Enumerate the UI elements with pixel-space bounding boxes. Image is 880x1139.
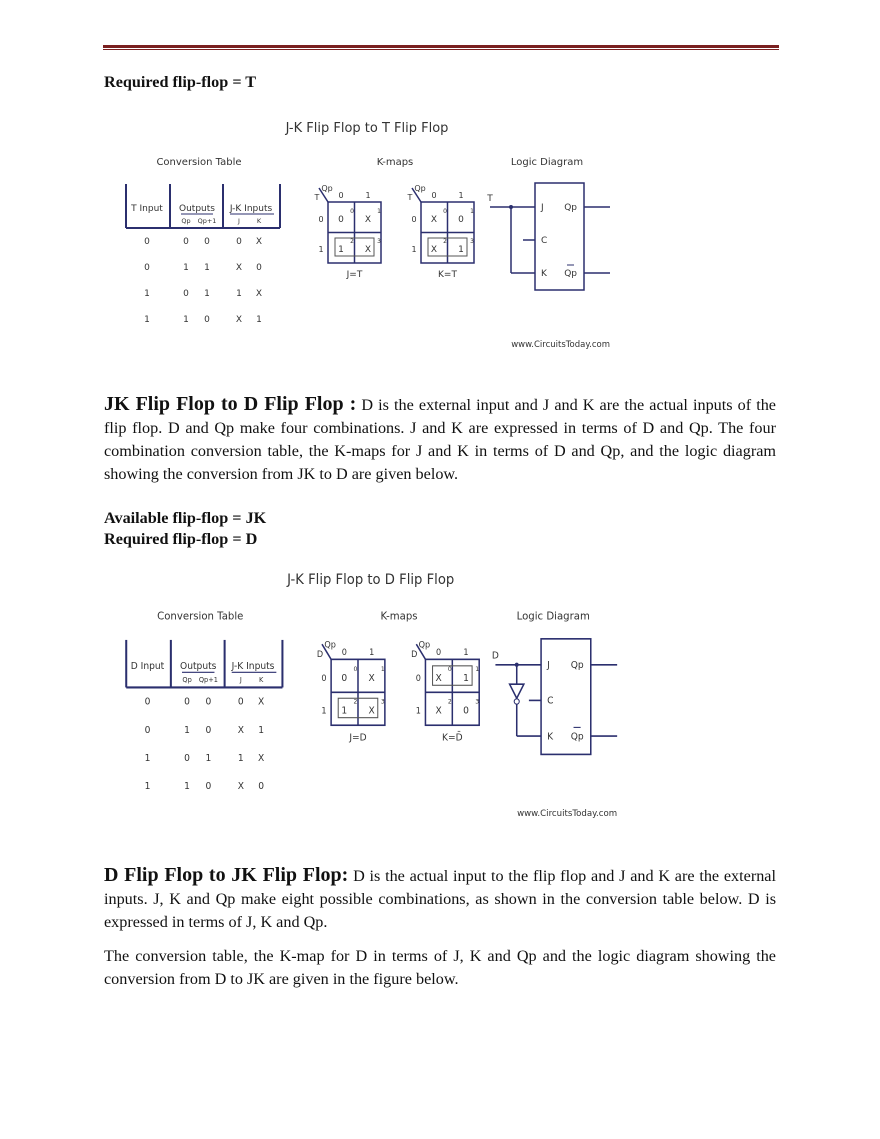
table-cell: 1 — [183, 263, 189, 273]
kmap-cell: X — [368, 672, 375, 685]
kmap-cell: X — [435, 705, 442, 717]
table-cell: 0 — [205, 696, 212, 708]
kmap-col-label: 1 — [458, 191, 464, 200]
kmap-cell-index: 3 — [475, 698, 480, 706]
kmap-cell: X — [368, 705, 375, 717]
kmap-caption: J=T — [346, 270, 363, 280]
table-cell: X — [235, 263, 243, 273]
table-cell: 0 — [237, 696, 244, 708]
table-title: Conversion Table — [156, 157, 242, 168]
kmaps-title: K-maps — [380, 610, 418, 623]
pin-k: K — [547, 731, 554, 743]
header-rule-thin — [103, 49, 779, 50]
kmap-col-label: 0 — [341, 646, 347, 658]
kmap-cell-index: 2 — [353, 698, 358, 706]
kmap-col-label: 1 — [365, 191, 371, 200]
figure-title: J-K Flip Flop to T Flip Flop — [285, 121, 449, 136]
kmap-cell: 1 — [338, 245, 344, 255]
available-flipflop-jk: Available flip-flop = JK — [104, 509, 267, 527]
kmap-cell-index: 2 — [443, 238, 447, 245]
kmap-var-qp: Qp — [324, 639, 336, 650]
table-header-input: D Input — [130, 660, 165, 673]
kmap-col-label: 0 — [431, 191, 437, 200]
table-header-qp: Qp — [181, 217, 191, 225]
table-cell: 0 — [183, 289, 189, 299]
kmap-cell-index: 1 — [377, 208, 381, 215]
kmap-cell: 0 — [338, 215, 344, 225]
kmap-caption: K=T — [438, 270, 457, 280]
credit-watermark: www.CircuitsToday.com — [511, 340, 610, 350]
table-cell: 1 — [144, 315, 150, 325]
kmap-col-label: 0 — [436, 646, 442, 658]
kmap-cell-index: 0 — [353, 666, 358, 674]
table-cell: 0 — [184, 696, 190, 708]
table-header-qp: Qp — [182, 675, 192, 685]
figure-jk-to-t — [110, 110, 810, 360]
section-body: D is the actual input to the flip flop and J and K are the external inputs. J, K and Qp make eight possible combinations, as shown in the conversion table below. D is expressed in terms of J, K and Qp. — [104, 867, 776, 931]
table-cell: X — [237, 724, 244, 736]
kmap-cell: 0 — [463, 705, 469, 717]
kmap-cell: 1 — [458, 245, 464, 255]
table-cell: 0 — [258, 780, 265, 793]
table-header-outputs: Outputs — [179, 204, 215, 214]
table-cell: 1 — [204, 263, 210, 273]
table-header-jk: J-K Inputs — [229, 204, 273, 214]
table-cell: 1 — [144, 289, 150, 299]
table-cell: 0 — [205, 780, 212, 793]
header-rule — [103, 45, 779, 48]
kmap-var-qp: Qp — [414, 184, 426, 193]
table-header-k: K — [256, 217, 262, 225]
kmap-var-input: D — [411, 648, 418, 660]
kmap-var-input: D — [316, 648, 324, 660]
table-header-qp1: Qp+1 — [197, 217, 217, 225]
kmap-var-input: T — [314, 193, 320, 202]
kmap-cell: 1 — [463, 672, 469, 685]
table-cell: 1 — [144, 752, 151, 764]
table-cell: 0 — [144, 696, 151, 708]
figure-title: J-K Flip Flop to D Flip Flop — [287, 571, 455, 588]
pin-j: J — [547, 659, 550, 672]
table-cell: 1 — [184, 780, 190, 793]
kmap-cell: X — [435, 672, 442, 685]
table-cell: 1 — [256, 315, 262, 325]
table-cell: X — [255, 289, 263, 299]
kmap-cell-index: 3 — [470, 238, 474, 245]
kmap-row-label: 0 — [415, 672, 421, 684]
kmap-col-label: 1 — [369, 646, 375, 658]
pin-j: J — [541, 203, 544, 213]
table-header-jk: J-K Inputs — [231, 660, 275, 673]
pin-qp-bar: Qp — [570, 731, 584, 743]
logic-title: Logic Diagram — [516, 610, 590, 623]
paragraph-d-to-jk — [104, 864, 776, 934]
table-cell: 0 — [204, 315, 210, 325]
logic-title: Logic Diagram — [510, 157, 584, 168]
kmap-cell: X — [364, 245, 372, 255]
kmap-var-qp: Qp — [321, 184, 333, 193]
table-cell: 0 — [144, 263, 150, 273]
table-cell: 0 — [144, 724, 151, 736]
kmap-cell-index: 1 — [475, 666, 480, 674]
junction-dot — [515, 663, 519, 667]
table-cell: X — [258, 696, 265, 708]
table-cell: 0 — [204, 237, 210, 247]
table-header-k: K — [258, 675, 264, 685]
kmap-caption: K=D̄ — [442, 732, 463, 744]
kmap-cell: X — [364, 215, 372, 225]
kmap-cell-index: 3 — [380, 698, 385, 706]
table-title: Conversion Table — [157, 610, 244, 623]
pin-qp: Qp — [570, 659, 584, 672]
table-cell: 0 — [144, 237, 150, 247]
table-cell: 0 — [184, 752, 190, 764]
pin-c: C — [541, 236, 548, 246]
kmap-col-label: 1 — [463, 646, 469, 658]
kmaps-title: K-maps — [376, 157, 414, 168]
kmap-col-label: 0 — [338, 191, 344, 200]
table-cell: 1 — [258, 724, 265, 736]
kmap-row-label: 1 — [318, 245, 324, 254]
table-header-outputs: Outputs — [180, 660, 217, 673]
kmap-row-label: 1 — [415, 705, 421, 716]
table-header-j: J — [238, 217, 240, 225]
table-cell: 1 — [184, 724, 190, 736]
kmap-row-label: 0 — [321, 672, 327, 684]
table-cell: X — [235, 315, 243, 325]
closing-paragraph: The conversion table, the K-map for D in terms of J, K and Qp and the logic diagram showing the conversion from D to JK are given in the figure below. — [104, 947, 776, 988]
kmap-cell: X — [430, 245, 438, 255]
logic-input-label: T — [487, 194, 493, 204]
table-cell: X — [237, 780, 244, 793]
section-title-d-to-jk: D Flip Flop to JK Flip Flop: — [104, 864, 349, 886]
kmap-cell-index: 3 — [377, 238, 381, 245]
table-cell: 1 — [236, 289, 242, 299]
junction-dot — [509, 205, 513, 209]
required-flipflop-t: Required flip-flop = T — [104, 73, 257, 91]
kmap-cell-index: 0 — [443, 208, 447, 215]
credit-watermark: www.CircuitsToday.com — [517, 808, 618, 820]
kmap-row-label: 1 — [321, 705, 327, 716]
table-cell: 0 — [236, 237, 242, 247]
kmap-row-label: 1 — [411, 245, 417, 254]
section-body: D is the external input and J and K are the actual inputs of the flip flop. D and Qp make four combinations. J and K are expressed in terms of D and Qp. The four combination conversion table, the K-maps for J and K in terms of D and Qp, and the logic diagram showing the conversion from JK to D are given below. — [104, 396, 776, 483]
section-title-jk-to-d: JK Flip Flop to D Flip Flop : — [104, 393, 357, 415]
kmap-cell-index: 1 — [380, 666, 385, 674]
table-cell: 0 — [256, 263, 262, 273]
kmap-cell-index: 2 — [447, 698, 452, 706]
table-cell: 1 — [205, 752, 212, 764]
pin-qp-bar: Qp — [564, 269, 577, 279]
kmap-cell-index: 2 — [350, 238, 354, 245]
required-flipflop-d: Required flip-flop = D — [104, 530, 258, 548]
paragraph-jk-to-d — [104, 393, 776, 486]
kmap-var-input: T — [407, 193, 413, 202]
pin-qp: Qp — [564, 203, 577, 213]
table-header-j: J — [239, 675, 242, 685]
kmap-cell: X — [430, 215, 438, 225]
kmap-var-qp: Qp — [418, 639, 431, 650]
kmap-cell-index: 1 — [470, 208, 474, 215]
kmap-row-label: 0 — [411, 215, 417, 224]
figure-jk-to-d — [110, 560, 820, 830]
kmap-cell-index: 0 — [350, 208, 354, 215]
table-header-qp1: Qp+1 — [198, 675, 218, 685]
table-cell: 1 — [183, 315, 189, 325]
kmap-cell: 0 — [458, 215, 464, 225]
kmap-cell: 0 — [341, 672, 348, 685]
not-gate-icon — [510, 684, 524, 698]
table-cell: 1 — [144, 780, 151, 793]
table-cell: 0 — [205, 724, 212, 736]
table-cell: X — [255, 237, 263, 247]
table-cell: 0 — [183, 237, 189, 247]
logic-input-label: D — [491, 650, 499, 662]
table-cell: 1 — [204, 289, 210, 299]
kmap-caption: J=D — [349, 732, 367, 744]
not-gate-bubble — [514, 699, 519, 704]
table-header-input: T Input — [131, 204, 163, 214]
pin-k: K — [541, 269, 547, 279]
kmap-row-label: 0 — [318, 215, 324, 224]
kmap-cell: 1 — [341, 705, 348, 717]
table-cell: 1 — [237, 752, 244, 764]
table-cell: X — [258, 752, 265, 764]
kmap-cell-index: 0 — [447, 666, 452, 674]
pin-c: C — [547, 695, 554, 707]
